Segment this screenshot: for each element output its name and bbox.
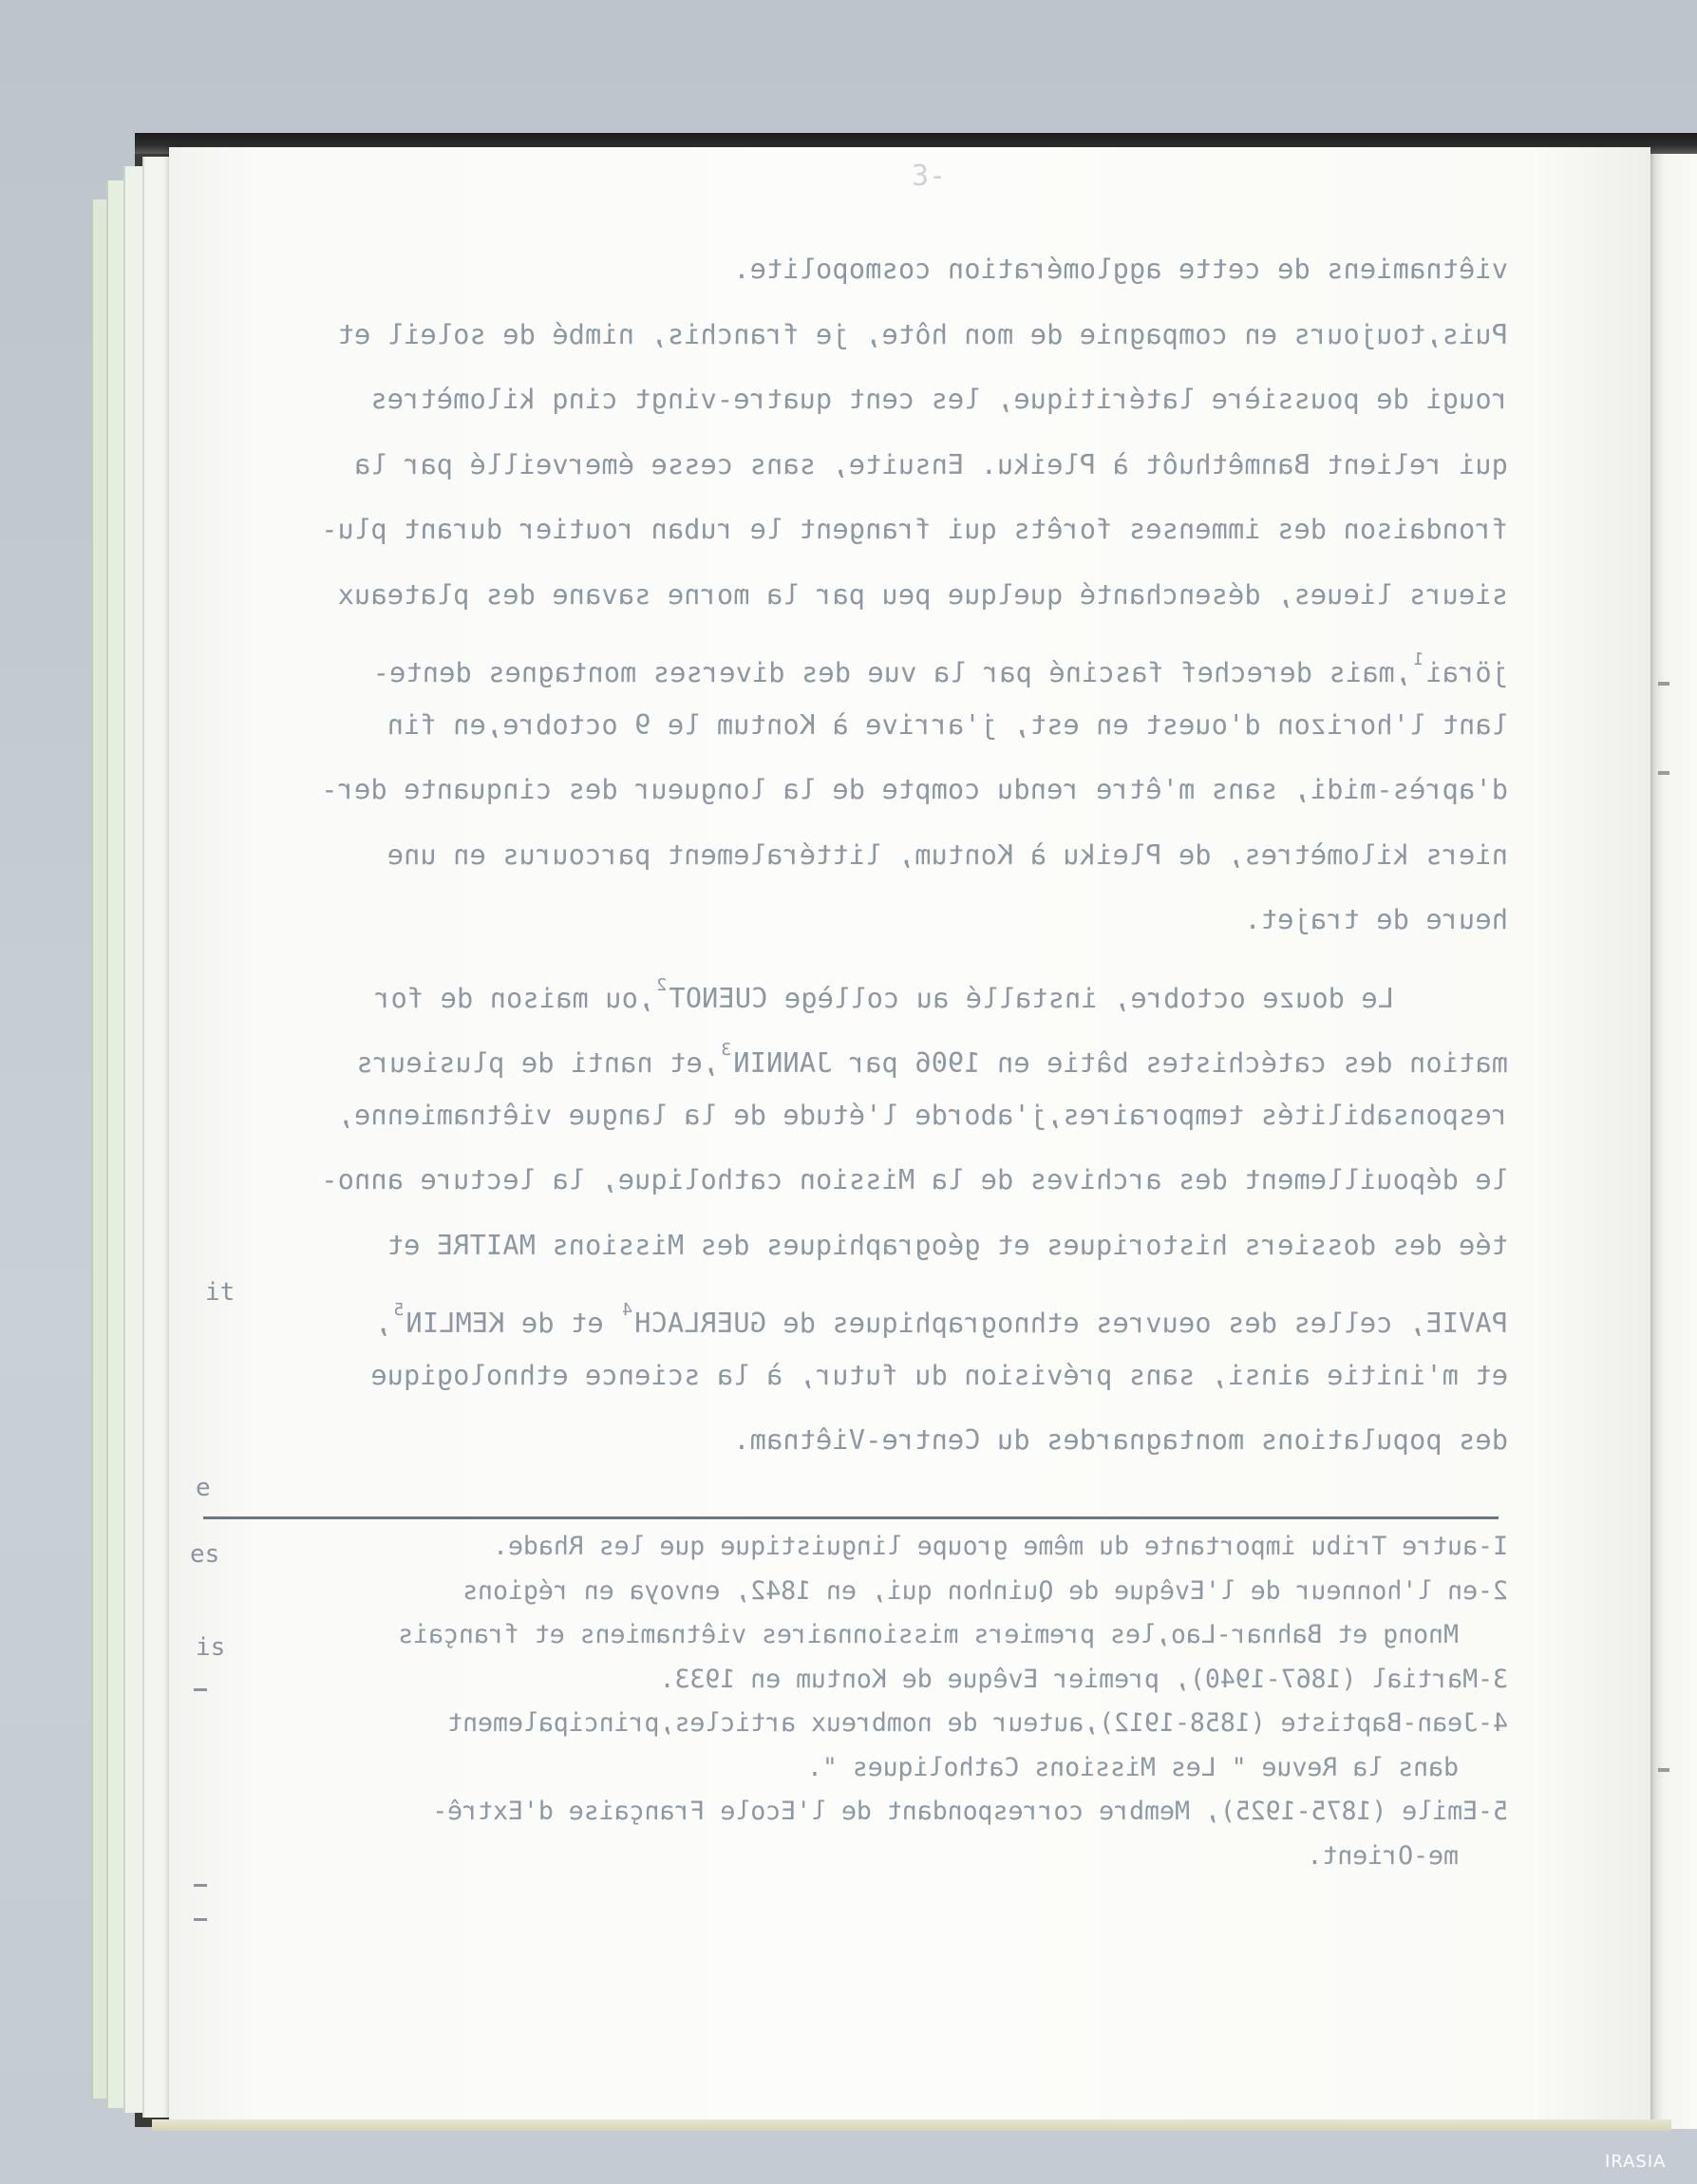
text-line: responsabilités temporaires,j'aborde l'étude de la langue viêtnamienne, [337,1099,1508,1131]
text-line: Le douze octobre, installé au collège CUENOT$^2$,ou maison de for [374,974,1394,1014]
text-line: PAVIE, celles des oeuvres ethnographiques de GUERLACH$^4$ et de KEMLIN$^5$, [374,1300,1508,1339]
text-line: viêtnamiens de cette agglomération cosmopolite. [733,254,1508,285]
footnote-ref: 5 [393,1300,405,1320]
text-line: d'après-midi, sans m'être rendu compte de la longueur des cinquante der- [321,774,1508,805]
text-line: qui relient Banmêthuôt à Pleiku. Ensuite, sans cesse émerveillé par la [353,448,1508,480]
facing-page-edge [1650,154,1697,2129]
footnote-separator [203,1516,1499,1519]
footnote-line: 2-en l'honneur de l'Evêque de Quinhon qui, en 1842, envoya en régions [462,1575,1508,1606]
footnote-line: I-autre Tribu importante du même groupe linguistique que les Rhade. [493,1532,1508,1561]
text-line: frondaison des immenses forêts qui frangent le ruban routier durant plu- [321,514,1508,545]
page-bottom-edge [152,2119,1671,2131]
footnote-ref: 1 [1413,650,1424,669]
text-line: Puis,toujours en compagnie de mon hôte, je franchis, nimbé de soleil et [337,318,1508,350]
page-number: 3- [912,160,947,193]
text-line: jörai$^1$,mais derechef fasciné par la vue des diverses montagnes dente- [372,650,1508,688]
text-line: niers kilomètres, de Pleiku à Kontum, littéralement parcourus en une [387,838,1508,871]
margin-fragment: is [196,1633,226,1662]
footnote-line: dans la Revue " Les Missions Catholiques ". [806,1752,1459,1782]
text-line: le dépouillement des archives de la Mission catholique, la lecture anno- [321,1164,1508,1196]
margin-fragment: it [205,1278,236,1307]
footnote-ref: 4 [621,1300,632,1320]
footnote-ref: 2 [656,974,668,995]
binding-mark [1658,771,1669,775]
text-line: lant l'horizon d'ouest en est, j'arrive à Kontum le 9 octobre,en fin [387,708,1508,741]
footnote-line: me-Orient. [1307,1840,1459,1871]
binding-mark [1658,682,1669,686]
binding-mark [1658,1768,1669,1772]
body-text [207,237,1508,1474]
margin-mark [194,1688,207,1691]
margin-fragment: e [196,1474,211,1502]
text-line: sieurs lieues, désenchanté quelque peu par la morne savane des plateaux [337,578,1508,611]
text-line: heure de trajet. [1244,904,1508,935]
footnote-line: Mnong et Bahnar-Lao,les premiers missionnaires viêtnamiens et français [398,1620,1459,1649]
margin-mark [194,1884,207,1887]
footnote-ref: 3 [721,1040,732,1060]
text-line: tée des dossiers historiques et géographiques des Missions MAITRE et [387,1229,1508,1261]
text-line: rougi de poussière latéritique, les cent quatre-vingt cinq kilomètres [370,384,1508,415]
text-line: et m'initie ainsi, sans prévision du futur, à la science ethnologique [370,1359,1508,1391]
watermark: IRASIA [1605,2152,1667,2172]
margin-fragment: es [190,1540,220,1569]
margin-mark [194,1918,207,1921]
footnote-line: 5-Emile (1875-1925), Membre correspondant de l'Ecole Française d'Extrê- [432,1797,1508,1826]
footnote-line: 4-Jean-Baptiste (1858-1912),auteur de nombreux articles,principalement [447,1708,1508,1738]
text-line: mation des catéchistes bâtie en 1906 par JANNIN$^3$,et nanti de plusieurs [356,1040,1508,1079]
text-line: des populations montagnardes du Centre-Viêtnam. [733,1424,1508,1456]
footnotes [207,1525,1508,1878]
footnote-line: 3-Martial (1867-1940), premier Evêque de Kontum en 1933. [659,1664,1508,1694]
